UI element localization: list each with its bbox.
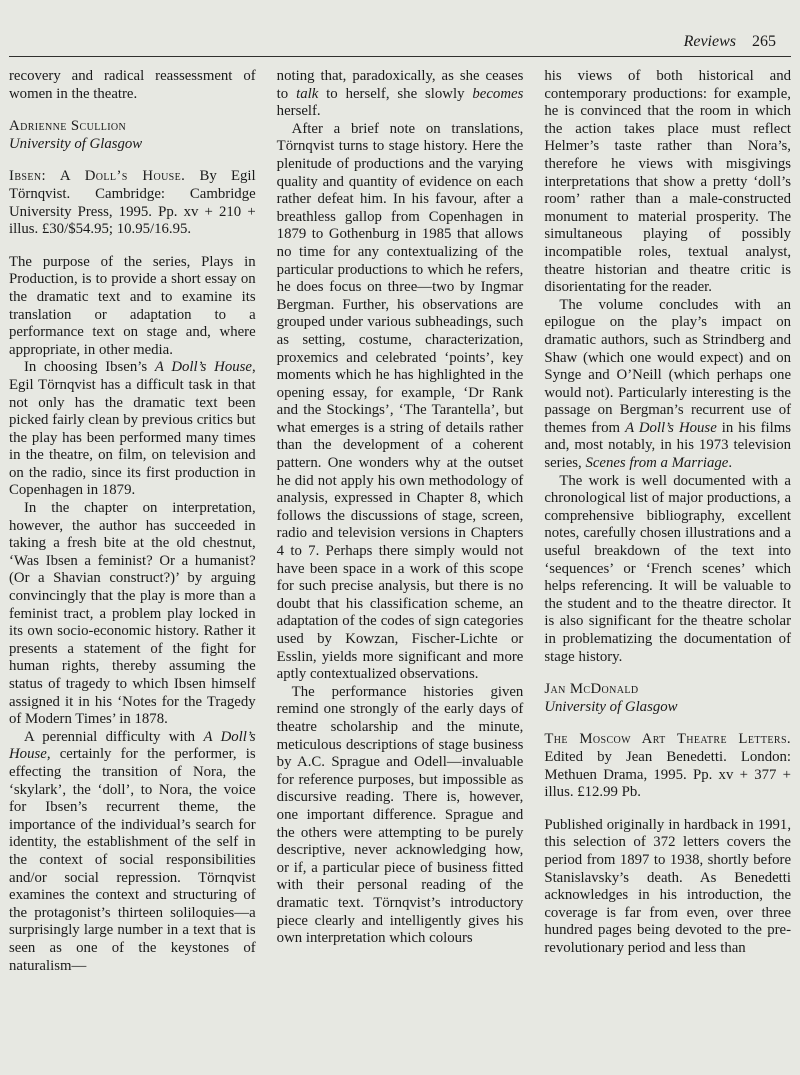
paragraph: The purpose of the series, Plays in Production, is to provide a short essay on the dramatic text and to examine its translation or adaptation to a performance text on stage and, where appropriate, in other media. bbox=[9, 253, 256, 358]
book-citation bbox=[9, 168, 256, 238]
page-header bbox=[9, 0, 791, 51]
book-title: The Moscow Art Theatre Letters. bbox=[544, 731, 792, 748]
page-number: 265 bbox=[752, 33, 776, 50]
paragraph: The work is well documented with a chronological list of major productions, a comprehensive bibliography, excellent notes, carefully chosen illustrations and a useful breakdown of the text into ‘sequences’ or ‘French scenes’ which helps referencing. It will be valuable to the student and to the theatre director. It is also significant for the theatre scholar in problematizing the documentation of stage history. bbox=[544, 472, 792, 665]
reviewer-affiliation: University of Glasgow bbox=[544, 698, 678, 715]
paragraph: In the chapter on interpretation, however, the author has succeeded in taking a fresh bite at the old chestnut, ‘Was Ibsen a feminist? Or a humanist? (Or a Shavian construct?)’ by arguing convincingly that the play is more than a feminist tract, a problem play locked in its own socio-economic history. Rather it presents a statement of the fight for human rights, thereby assuming the status of tragedy to which Ibsen himself assigned it in his ‘Notes for the Tragedy of Modern Times’ in 1878. bbox=[9, 500, 256, 728]
paragraph-continuation: recovery and radical reassessment of women in the theatre. bbox=[9, 68, 256, 102]
paragraph: The performance histories given remind one strongly of the early days of theatre scholarship and the minute, meticulous descriptions of stage business by A.C. Sprague and Odell—invaluable for reference purposes, but impossible as discursive reading. There is, however, one important difference. Sprague and the others were attempting to be purely descriptive, never acknowledging how, or if, a particular piece of business fitted with their personal reading of the dramatic text. Törnqvist’s introductory piece clearly and intelligently gives his own interpretation which colours bbox=[276, 683, 524, 947]
paragraph-continuation: his views of both historical and contemporary productions: for example, he is convinced that the room in which the action takes place must reflect Helmer’s taste rather than Nora’s, therefore he views with misgivings interpretations that show a pretty ‘doll’s room’ rather than a male-constructed monument to material prosperity. The simultaneous playing of possibly incompatible roles, textual analyst, theatre historian and theatre critic is disorientating for the reader. bbox=[544, 68, 792, 296]
column-3 bbox=[544, 68, 791, 975]
paragraph: A perennial difficulty with A Doll’s House, certainly for the performer, is effecting the transition of Nora, the ‘skylark’, the ‘doll’, to Nora, the voice for Ibsen’s recurrent theme, the importance of the individual’s search for identity, the establishment of the self in the context of social responsibilities and/or social repression. Törnqvist examines the context and structuring of the protagonist’s thirteen soliloquies—a surprisingly large number in a text that is seen as one of the keystones of naturalism— bbox=[9, 728, 256, 974]
book-citation-details: Edited by Jean Benedetti. London: Methuen Drama, 1995. Pp. xv + 377 + illus. £12.99 Pb. bbox=[544, 748, 792, 801]
reviewer-name: Jan McDonald bbox=[544, 681, 639, 698]
paragraph: The volume concludes with an epilogue on the play’s impact on dramatic authors, such as Strindberg and Shaw (which one would expect) and on Synge and O’Neill (which perhaps one would not). Particularly interesting is the passage on Bergman’s recurrent use of themes from A Doll’s House in his films and, most notably, in his 1973 television series, Scenes from a Marriage. bbox=[544, 296, 792, 472]
paragraph: After a brief note on translations, Törnqvist turns to stage history. Here the plenitude of productions and the varying quality and quantity of evidence on each rather defeat him. In his favour, after a breathless gallop from Copenhagen in 1879 to Gothenburg in 1985 that allows no time for any contextualizing of the particular productions to which he refers, he does focus on three—two by Ingmar Bergman. Further, his observations are grouped under various subheadings, such as setting, costume, characterization, proxemics and celebrated ‘points’, key moments which he has highlighted in the opening essay, for example, ‘Dr Rank and the Stockings’, ‘The Tarantella’, but what emerges is a string of details rather than the development of a coherent pattern. One wonders why at the outset he did not apply his own methodology of analysis, expressed in Chapter 8, which follows the discussions of stage, screen, radio and television versions in Chapters 4 to 7. Perhaps there simply would not have been space in a work of this scope for such precise analysis, but there is no doubt that his classification scheme, an adaptation of the codes of sign categories used by Kowzan, Fischer-Lichte or Esslin, yields more significant and more aptly contextualized observations. bbox=[276, 120, 524, 683]
paragraph-continuation: noting that, paradoxically, as she ceases to talk to herself, she slowly becomes herself. bbox=[276, 68, 524, 120]
reviewer-name: Adrienne Scullion bbox=[9, 118, 127, 135]
paragraph: Published originally in hardback in 1991, this selection of 372 letters covers the period from 1897 to 1938, shortly before Stanislavsky’s death. As Benedetti acknowledges in his introduction, the coverage is far from even, over three hundred pages being devoted to the pre-revolutionary period and less than bbox=[544, 816, 792, 956]
paragraph: In choosing Ibsen’s A Doll’s House, Egil Törnqvist has a difficult task in that not only has the dramatic text been picked fairly clean by previous critics but the play has been performed many times in the theatre, on film, on television and on the radio, since its first production in Copenhagen in 1879. bbox=[9, 359, 256, 499]
book-citation bbox=[544, 731, 791, 801]
column-1 bbox=[9, 68, 256, 975]
book-citation-details: By Egil Törnqvist. Cambridge: Cambridge University Press, 1995. Pp. xv + 210 + illus. £30/$54.95; 10.95/16.95. bbox=[9, 168, 256, 238]
book-title: Ibsen: A Doll’s House. bbox=[9, 168, 186, 185]
running-title: Reviews bbox=[683, 33, 736, 50]
text-columns bbox=[9, 57, 791, 975]
column-2 bbox=[277, 68, 524, 975]
reviewer-affiliation: University of Glasgow bbox=[9, 135, 143, 152]
